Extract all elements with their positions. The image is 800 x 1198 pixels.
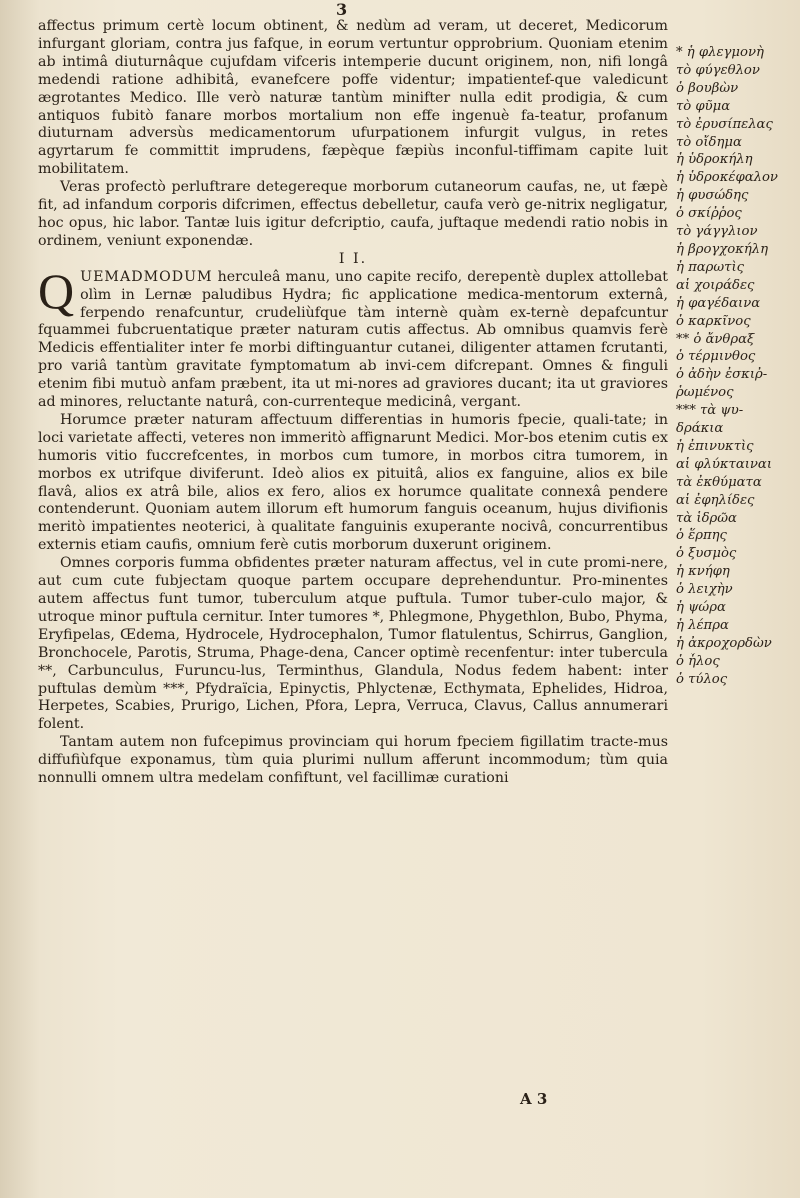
margin-note: ἡ λέπρα [676,618,729,633]
margin-note: ἡ ψώρα [676,600,726,616]
margin-note: ὁ ἧλος [676,653,720,669]
margin-note: τὸ οἴδημα [676,134,742,150]
margin-note: ἡ ἐπινυκτὶς [676,438,754,454]
paragraph-5: Omnes corporis fumma obfidentes præter naturam affectus, vel in cute promi-nere, aut cum cute fubjectam quoque partem occupare deprehenduntur. Pro-minentes autem affectus funt tumor, tuberculum atque puftula. Tumor tuber-culo major, & utroque minor puftula cernitur. Inter tumores *, Phlegmone, Phygethlon, Bubo, Phyma, Eryfipelas, Œdema, Hydrocele, Hydrocephalon, Tumor flatulentus, Schirrus, Ganglion, Bronchocele, Parotis, Struma, Phage-dena, Cancer optimè recenfentur: inter tubercula **, Carbunculus, Furuncu-lus, Terminthus, Glandula, Nodus fedem habent: inter puftulas demùm ***, Pfydraïcia, Epinyctis, Phlyctenæ, Ecthymata, Ephelides, Hidroa, Herpetes, Scabies, Prurigo, Lichen, Pfora, Lepra, Verruca, Clavus, Callus annumerari folent. [38,555,668,733]
margin-note: ** ὁ ἄνθραξ [676,331,755,347]
margin-note: ὁ λειχὴν [676,582,733,598]
margin-note: ὁ καρκῖνος [676,313,751,329]
margin-note: ῥωμένος [676,385,734,401]
page-number-mark: 3 [336,0,348,19]
drop-cap: Q [38,262,75,319]
margin-note: * ἡ φλεγμονὴ [676,45,764,60]
paragraph-4: Horumce præter naturam affectuum differentias in humoris fpecie, quali-tate; in loci varietate affecti, veteres non immeritò affignarunt Medici. Mor-bos etenim cutis ex humoris vitio fuccrefcentes, in morbos cum tumore, in morbos citra tumorem, in morbos ex utrifque diviferunt. Ideò alios ex pituitâ, alios ex fanguine, alios ex bile flavâ, alios ex atrâ bile, alios ex fero, alios ex horumce qualitate connexâ pendere contenderunt. Quoniam autem illorum eft humorum fanguis oceanum, hujus divifionis meritò impatientes neoterici, à qualitate fanguinis exuperante nocivâ, concurrentibus externis etiam caufis, omnium ferè cutis morborum duxerunt originem. [38,411,668,554]
margin-notes [676,44,796,689]
margin-note: ἡ ἀκροχορδὼν [676,635,772,651]
margin-note: *** τὰ ψυ- [676,403,744,419]
margin-note: ὁ βουβὼν [676,80,739,96]
margin-note: τὸ φύγεθλον [676,62,760,78]
margin-note: ἡ ὑδροκήλη [676,152,753,168]
margin-note: αἱ φλύκταιναι [676,456,772,472]
paragraph-1: affectus primum certè locum obtinent, & nedùm ad veram, ut deceret, Medicorum infurgant gloriam, contra jus fafque, in eorum vertuntur opprobrium. Quoniam etenim ab intimâ diuturnâque cujufdam vifceris intemperie ducunt originem, non, nifi longâ medendi ratione adhibitâ, evanefcere poffe videntur; impatientef-que valedicunt ægrotantes Medico. Ille verò naturæ tantùm minifter nulla edit prodigia, & cum antiquos fubitò fanare morbos mortalium non effe ingenuè fa-teatur, profanum diuturnam adversùs medicamentorum ufurpationem infurgit vulgus, in retes agyrtarum fe committit imprudens, fæpèque fæpiùs inconful-tiffimam capite luit mobilitatem. [38,18,668,178]
margin-note: τὸ φῦμα [676,98,731,114]
signature-mark: A 3 [520,1090,548,1108]
section-heading: I I. [338,250,368,267]
paragraph-3-lead: UEMADMODUM [80,268,213,285]
margin-note: τὰ ἱδρῶα [676,510,737,526]
margin-note: αἱ ἐφηλίδες [676,492,755,508]
margin-note: ὁ ἀδὴν ἐσκιῤ- [676,367,768,383]
margin-note: ἡ βρογχοκήλη [676,241,769,257]
margin-note: ὁ ἕρπης [676,528,727,544]
paragraph-6: Tantam autem non fufcepimus provinciam qui horum fpeciem figillatim tracte-mus diffufiùfque exponamus, tùm quia plurimi nullum afferunt incommodum; tùm quia nonnulli omnem ultra medelam confiftunt, vel facillimæ curationi [38,734,668,787]
margin-note: τὸ γάγγλιον [676,224,758,240]
margin-note: αἱ χοιράδες [676,277,755,293]
margin-note: ὁ τύλος [676,671,728,687]
margin-note: ἡ παρωτὶς [676,259,745,275]
margin-note: τὰ ἐκθύματα [676,474,762,490]
margin-note: ὁ τέρμινθος [676,349,756,365]
margin-note: ἡ ὑδροκέφαλον [676,170,778,186]
margin-note: ὁ σκίῤῥος [676,206,742,222]
margin-note: τὸ ἐρυσίπελας [676,116,773,132]
paragraph-2: Veras profectò perluftrare detegereque morborum cutaneorum caufas, ne, ut fæpè fit, ad infandum corporis difcrimen, effectus debelletur, caufa verò ge-nitrix negligatur, hoc opus, hic labor. Tantæ luis igitur defcriptio, caufa, juftaque medendi ratio nobis in ordinem, veniunt exponendæ. [38,179,668,249]
margin-note: ἡ φαγέδαινα [676,295,761,311]
main-text-column [38,18,668,788]
paragraph-3 [38,262,668,412]
paragraph-3-body: herculeâ manu, uno capite recifo, derepentè duplex attollebat olìm in Lernæ paludibus Hydra; fic applicatione medica-mentorum externâ, ferpendo renafcuntur, crudeliùfque tàm internè quàm ex-ternè depafcuntur fquammei fubcruentatique præter naturam cutis affectus. Ab omnibus quamvis ferè Medicis effentialiter inter fe morbi diftinguantur cutanei, diligenter attamen fcrutanti, pro variâ tantùm gravitate fymptomatum ab invi-cem difcrepant. Omnes & finguli etenim fibi mutuò anfam præbent, ita ut mi-nores ad graviores ducant; ita ut graviores ad minores, reluctante naturâ, con-currenteque medicinâ, vergant. [38,268,668,411]
margin-note: ὁ ξυσμὸς [676,546,737,562]
margin-note: ἡ κνήφη [676,564,730,580]
margin-note: ἡ φυσώδης [676,188,749,204]
margin-note: δράκια [676,421,724,437]
